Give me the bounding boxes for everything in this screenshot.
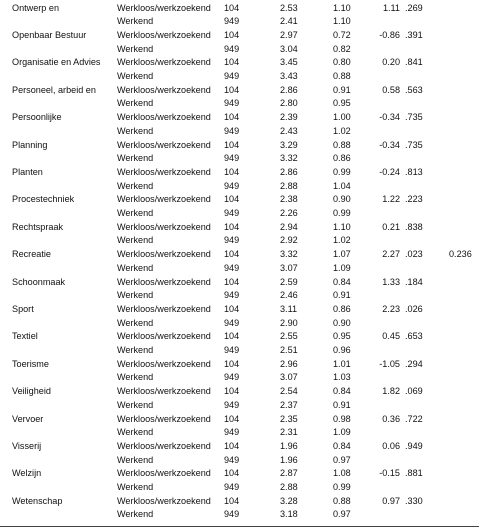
- sd-cell: 0.88: [333, 71, 351, 81]
- sd-cell: 0.82: [333, 43, 351, 54]
- t-value-cell: 2.23: [382, 303, 400, 314]
- mean-cell: 2.37: [280, 399, 298, 410]
- sd-cell: 0.84: [333, 276, 351, 287]
- t-value-cell: -0.34: [379, 112, 400, 123]
- table-row: [0, 181, 479, 192]
- mean-cell: 3.32: [280, 249, 298, 260]
- p-value-cell: .813: [405, 166, 423, 177]
- mean-cell: 2.26: [280, 208, 298, 218]
- group-cell: Werkloos/werkzoekend: [117, 303, 211, 314]
- mean-cell: 2.38: [280, 194, 298, 205]
- table-row: [0, 331, 479, 342]
- n-cell: 949: [224, 290, 240, 301]
- table-row: [0, 263, 479, 274]
- t-value-cell: -0.15: [379, 468, 400, 479]
- p-value-cell: .735: [405, 139, 423, 150]
- mean-cell: 2.55: [280, 331, 298, 342]
- group-cell: Werkloos/werkzoekend: [117, 112, 211, 123]
- p-value-cell: .391: [405, 29, 423, 40]
- group-cell: Werkend: [117, 43, 154, 54]
- sd-cell: 0.99: [333, 166, 351, 177]
- p-value-cell: .069: [405, 386, 423, 397]
- group-cell: Werkloos/werkzoekend: [117, 221, 211, 232]
- mean-cell: 3.11: [280, 303, 298, 314]
- category-cell: Veiligheid: [12, 386, 51, 397]
- sd-cell: 1.08: [333, 468, 351, 479]
- sd-cell: 0.72: [333, 29, 351, 40]
- sd-cell: 1.00: [333, 112, 351, 123]
- table-row: [0, 249, 479, 260]
- mean-cell: 2.88: [280, 180, 298, 191]
- sd-cell: 0.98: [333, 413, 351, 424]
- mean-cell: 2.92: [280, 235, 298, 246]
- table-row: [0, 153, 479, 164]
- table-bottom-rule: [0, 526, 479, 527]
- mean-cell: 2.46: [280, 290, 298, 301]
- p-value-cell: .269: [405, 2, 423, 13]
- n-cell: 949: [224, 372, 240, 383]
- n-cell: 949: [224, 509, 240, 520]
- mean-cell: 3.18: [280, 509, 298, 520]
- group-cell: Werkend: [117, 262, 154, 273]
- n-cell: 104: [224, 413, 240, 424]
- mean-cell: 2.39: [280, 112, 298, 123]
- mean-cell: 2.59: [280, 276, 298, 287]
- category-cell: Openbaar Bestuur: [12, 29, 87, 40]
- table-row: [0, 16, 479, 27]
- group-cell: Werkloos/werkzoekend: [117, 249, 211, 260]
- group-cell: Werkend: [117, 454, 154, 465]
- table-row: [0, 414, 479, 425]
- n-cell: 949: [224, 317, 240, 328]
- n-cell: 949: [224, 399, 240, 410]
- p-value-cell: .223: [405, 194, 423, 205]
- sd-cell: 1.10: [333, 221, 351, 232]
- table-row: [0, 496, 479, 507]
- sd-cell: 1.09: [333, 427, 351, 438]
- group-cell: Werkend: [117, 235, 154, 246]
- table-row: [0, 30, 479, 41]
- group-cell: Werkloos/werkzoekend: [117, 331, 211, 342]
- category-cell: Personeel, arbeid en: [12, 84, 96, 95]
- category-cell: Planning: [12, 139, 48, 150]
- table-row: [0, 112, 479, 123]
- sd-cell: 0.88: [333, 139, 351, 150]
- mean-cell: 2.51: [280, 345, 298, 355]
- n-cell: 104: [224, 2, 240, 13]
- p-value-cell: .735: [405, 112, 423, 123]
- category-cell: Sport: [12, 303, 34, 314]
- mean-cell: 3.07: [280, 262, 298, 273]
- n-cell: 104: [224, 276, 240, 287]
- table-row: [0, 304, 479, 315]
- t-value-cell: -0.24: [379, 166, 400, 177]
- p-value-cell: .184: [405, 276, 423, 287]
- table-row: [0, 359, 479, 370]
- t-value-cell: -0.86: [379, 29, 400, 40]
- n-cell: 949: [224, 345, 240, 355]
- t-value-cell: 0.36: [382, 413, 400, 424]
- sd-cell: 0.88: [333, 495, 351, 506]
- mean-cell: 1.96: [280, 440, 298, 451]
- n-cell: 949: [224, 208, 240, 218]
- t-value-cell: 0.21: [382, 221, 400, 232]
- table-row: [0, 44, 479, 55]
- n-cell: 949: [224, 454, 240, 465]
- sd-cell: 0.97: [333, 454, 351, 465]
- sd-cell: 1.07: [333, 249, 351, 260]
- category-cell: Visserij: [12, 440, 42, 451]
- table-row: [0, 290, 479, 301]
- t-value-cell: -1.05: [379, 358, 400, 369]
- group-cell: Werkloos/werkzoekend: [117, 194, 211, 205]
- t-value-cell: 1.82: [382, 386, 400, 397]
- sd-cell: 1.10: [333, 2, 351, 13]
- mean-cell: 2.94: [280, 221, 298, 232]
- n-cell: 949: [224, 262, 240, 273]
- n-cell: 104: [224, 139, 240, 150]
- n-cell: 104: [224, 166, 240, 177]
- n-cell: 104: [224, 112, 240, 123]
- mean-cell: 3.29: [280, 139, 298, 150]
- group-cell: Werkend: [117, 208, 154, 218]
- table-row: [0, 85, 479, 96]
- t-value-cell: 0.20: [382, 57, 400, 68]
- n-cell: 104: [224, 386, 240, 397]
- category-cell: Planten: [12, 166, 43, 177]
- n-cell: 949: [224, 16, 240, 27]
- n-cell: 104: [224, 194, 240, 205]
- t-value-cell: 0.97: [382, 495, 400, 506]
- n-cell: 104: [224, 221, 240, 232]
- sd-cell: 1.03: [333, 372, 351, 383]
- group-cell: Werkend: [117, 345, 154, 355]
- sd-cell: 0.84: [333, 440, 351, 451]
- t-value-cell: 0.06: [382, 440, 400, 451]
- t-value-cell: 1.33: [382, 276, 400, 287]
- mean-cell: 2.35: [280, 413, 298, 424]
- mean-cell: 3.43: [280, 71, 298, 81]
- n-cell: 949: [224, 125, 240, 136]
- category-cell: Persoonlijke: [12, 112, 62, 123]
- n-cell: 104: [224, 249, 240, 260]
- group-cell: Werkloos/werkzoekend: [117, 386, 211, 397]
- sd-cell: 1.04: [333, 180, 351, 191]
- sd-cell: 0.96: [333, 345, 351, 355]
- table-row: [0, 400, 479, 411]
- table-row: [0, 441, 479, 452]
- table-row: [0, 3, 479, 14]
- group-cell: Werkend: [117, 372, 154, 383]
- n-cell: 949: [224, 71, 240, 81]
- mean-cell: 2.86: [280, 166, 298, 177]
- group-cell: Werkend: [117, 71, 154, 81]
- group-cell: Werkloos/werkzoekend: [117, 2, 211, 13]
- n-cell: 949: [224, 482, 240, 492]
- sd-cell: 0.91: [333, 290, 351, 301]
- group-cell: Werkend: [117, 290, 154, 301]
- category-cell: Welzijn: [12, 468, 42, 479]
- sd-cell: 0.90: [333, 194, 351, 205]
- category-cell: Rechtspraak: [12, 221, 64, 232]
- table-row: [0, 235, 479, 246]
- t-value-cell: 2.27: [382, 249, 400, 260]
- mean-cell: 2.80: [280, 98, 298, 109]
- n-cell: 104: [224, 57, 240, 68]
- n-cell: 949: [224, 98, 240, 109]
- group-cell: Werkend: [117, 399, 154, 410]
- mean-cell: 2.96: [280, 358, 298, 369]
- p-value-cell: .838: [405, 221, 423, 232]
- table-row: [0, 126, 479, 137]
- table-row: [0, 98, 479, 109]
- group-cell: Werkend: [117, 180, 154, 191]
- category-cell: Ontwerp en: [12, 2, 60, 13]
- table-row: [0, 208, 479, 219]
- category-cell: Recreatie: [12, 249, 51, 260]
- group-cell: Werkend: [117, 16, 154, 27]
- sd-cell: 1.01: [333, 358, 351, 369]
- mean-cell: 3.45: [280, 57, 298, 68]
- group-cell: Werkloos/werkzoekend: [117, 139, 211, 150]
- group-cell: Werkloos/werkzoekend: [117, 440, 211, 451]
- p-value-cell: .881: [405, 468, 423, 479]
- mean-cell: 2.31: [280, 427, 298, 438]
- sd-cell: 0.97: [333, 509, 351, 520]
- table-row: [0, 277, 479, 288]
- group-cell: Werkend: [117, 153, 154, 164]
- category-cell: Toerisme: [12, 358, 49, 369]
- mean-cell: 2.54: [280, 386, 298, 397]
- group-cell: Werkend: [117, 317, 154, 328]
- sd-cell: 0.95: [333, 331, 351, 342]
- table-row: [0, 140, 479, 151]
- category-cell: Vervoer: [12, 413, 44, 424]
- mean-cell: 3.04: [280, 43, 298, 54]
- group-cell: Werkloos/werkzoekend: [117, 276, 211, 287]
- category-cell: Wetenschap: [12, 495, 63, 506]
- group-cell: Werkloos/werkzoekend: [117, 468, 211, 479]
- category-cell: Schoonmaak: [12, 276, 66, 287]
- table-row: [0, 455, 479, 466]
- n-cell: 104: [224, 358, 240, 369]
- group-cell: Werkloos/werkzoekend: [117, 358, 211, 369]
- n-cell: 104: [224, 303, 240, 314]
- n-cell: 104: [224, 440, 240, 451]
- p-value-cell: .330: [405, 495, 423, 506]
- table-row: [0, 386, 479, 397]
- sd-cell: 0.99: [333, 482, 351, 492]
- mean-cell: 2.97: [280, 29, 298, 40]
- mean-cell: 2.88: [280, 482, 298, 492]
- mean-cell: 1.96: [280, 454, 298, 465]
- group-cell: Werkloos/werkzoekend: [117, 29, 211, 40]
- table-row: [0, 57, 479, 68]
- group-cell: Werkloos/werkzoekend: [117, 166, 211, 177]
- p-value-cell: .722: [405, 413, 423, 424]
- mean-cell: 2.90: [280, 317, 298, 328]
- sd-cell: 1.09: [333, 262, 351, 273]
- category-cell: Textiel: [12, 331, 38, 342]
- sd-cell: 1.10: [333, 16, 351, 27]
- group-cell: Werkloos/werkzoekend: [117, 57, 211, 68]
- n-cell: 104: [224, 29, 240, 40]
- t-value-cell: 1.11: [382, 2, 400, 13]
- t-value-cell: 1.22: [382, 194, 400, 205]
- table-row: [0, 468, 479, 479]
- t-value-cell: 0.45: [382, 331, 400, 342]
- group-cell: Werkloos/werkzoekend: [117, 84, 211, 95]
- table-row: [0, 509, 479, 520]
- sd-cell: 0.91: [333, 84, 351, 95]
- p-value-cell: .563: [405, 84, 423, 95]
- sd-cell: 0.80: [333, 57, 351, 68]
- sd-cell: 0.86: [333, 153, 351, 164]
- group-cell: Werkend: [117, 125, 154, 136]
- n-cell: 949: [224, 43, 240, 54]
- n-cell: 949: [224, 235, 240, 246]
- table-row: [0, 71, 479, 82]
- p-value-cell: .023: [405, 249, 423, 260]
- t-value-cell: 0.58: [382, 84, 400, 95]
- group-cell: Werkend: [117, 482, 154, 492]
- sd-cell: 0.90: [333, 317, 351, 328]
- mean-cell: 2.43: [280, 125, 298, 136]
- group-cell: Werkend: [117, 509, 154, 520]
- sd-cell: 0.91: [333, 399, 351, 410]
- p-value-cell: .294: [405, 358, 423, 369]
- mean-cell: 2.53: [280, 2, 298, 13]
- table-row: [0, 194, 479, 205]
- sd-cell: 0.86: [333, 303, 351, 314]
- group-cell: Werkend: [117, 98, 154, 109]
- table-row: [0, 427, 479, 438]
- table-row: [0, 318, 479, 329]
- sd-cell: 0.99: [333, 208, 351, 218]
- group-cell: Werkend: [117, 427, 154, 438]
- mean-cell: 3.07: [280, 372, 298, 383]
- mean-cell: 2.86: [280, 84, 298, 95]
- table-row: [0, 222, 479, 233]
- group-cell: Werkloos/werkzoekend: [117, 495, 211, 506]
- n-cell: 949: [224, 427, 240, 438]
- p-value-cell: .841: [405, 57, 423, 68]
- table-row: [0, 372, 479, 383]
- effect-size-cell: 0.236: [449, 249, 472, 260]
- category-cell: Procestechniek: [12, 194, 75, 205]
- p-value-cell: .653: [405, 331, 423, 342]
- table-row: [0, 482, 479, 493]
- n-cell: 949: [224, 153, 240, 164]
- table-row: [0, 167, 479, 178]
- p-value-cell: .026: [405, 303, 423, 314]
- t-value-cell: -0.34: [379, 139, 400, 150]
- n-cell: 104: [224, 331, 240, 342]
- mean-cell: 3.32: [280, 153, 298, 164]
- mean-cell: 2.41: [280, 16, 298, 27]
- category-cell: Organisatie en Advies: [12, 57, 101, 68]
- n-cell: 104: [224, 468, 240, 479]
- n-cell: 949: [224, 180, 240, 191]
- sd-cell: 0.84: [333, 386, 351, 397]
- n-cell: 104: [224, 495, 240, 506]
- sd-cell: 0.95: [333, 98, 351, 109]
- table-row: [0, 345, 479, 356]
- group-cell: Werkloos/werkzoekend: [117, 413, 211, 424]
- mean-cell: 3.28: [280, 495, 298, 506]
- p-value-cell: .949: [405, 440, 423, 451]
- sd-cell: 1.02: [333, 235, 351, 246]
- mean-cell: 2.87: [280, 468, 298, 479]
- sd-cell: 1.02: [333, 125, 351, 136]
- n-cell: 104: [224, 84, 240, 95]
